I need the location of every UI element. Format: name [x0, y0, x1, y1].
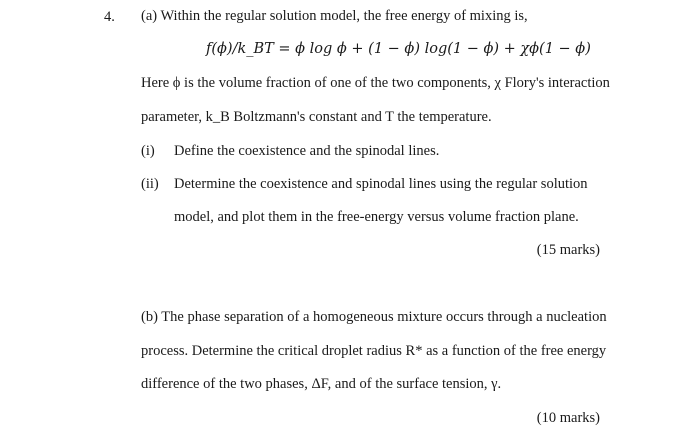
item-i-label: (i): [141, 143, 155, 159]
part-b-line-1: (b) The phase separation of a homogeneous mixture occurs through a nucleation: [141, 309, 607, 325]
item-i-text: Define the coexistence and the spinodal lines.: [174, 143, 440, 159]
item-ii-label: (ii): [141, 176, 159, 192]
item-ii-text-line-2: model, and plot them in the free-energy versus volume fraction plane.: [174, 209, 579, 225]
free-energy-equation: f(ϕ)/k_BT = ϕ log ϕ + (1 − ϕ) log(1 − ϕ) + χϕ(1 − ϕ): [206, 41, 591, 57]
part-a-marks: (15 marks): [536, 242, 600, 258]
item-ii-text-line-1: Determine the coexistence and spinodal lines using the regular solution: [174, 176, 588, 192]
part-b-marks: (10 marks): [536, 410, 600, 426]
part-a-description-line-2: parameter, k_B Boltzmann's constant and T the temperature.: [141, 109, 492, 125]
part-a-description-line-1: Here ϕ is the volume fraction of one of the two components, χ Flory's interaction: [141, 75, 610, 91]
question-number: 4.: [104, 9, 115, 25]
part-b-line-3: difference of the two phases, ΔF, and of the surface tension, γ.: [141, 376, 502, 392]
part-b-line-2: process. Determine the critical droplet radius R* as a function of the free energy: [141, 343, 607, 359]
part-a-intro: (a) Within the regular solution model, the free energy of mixing is,: [141, 8, 528, 24]
